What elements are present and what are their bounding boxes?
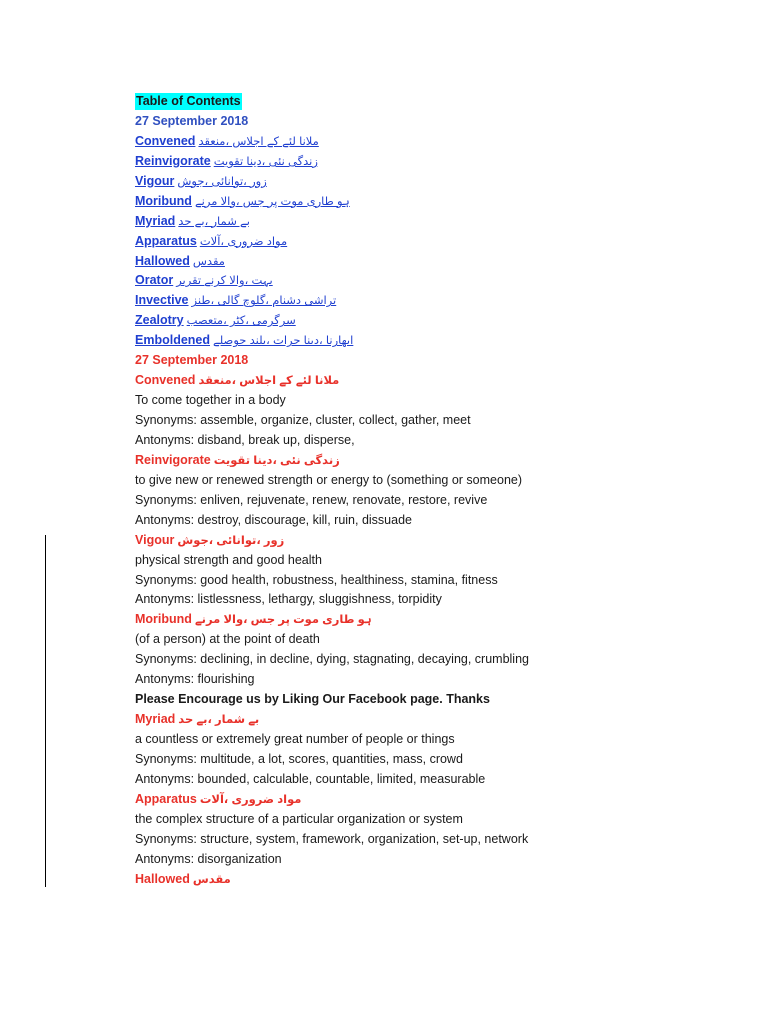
- toc-link-convened[interactable]: [135, 132, 735, 152]
- term-urdu: مقدس: [192, 873, 231, 886]
- synonyms: Synonyms: good health, robustness, healthiness, stamina, fitness: [135, 572, 498, 587]
- toc-link-hallowed[interactable]: [135, 252, 735, 272]
- term-heading-hallowed: [135, 870, 735, 890]
- margin-rule: [45, 535, 46, 887]
- antonyms: Antonyms: listlessness, lethargy, sluggishness, torpidity: [135, 592, 442, 607]
- synonyms: Synonyms: declining, in decline, dying, stagnating, decaying, crumbling: [135, 652, 529, 667]
- toc-link-vigour[interactable]: [135, 172, 735, 192]
- term-urdu: مواد ضروری ،آلات: [199, 793, 302, 806]
- term-en: Hallowed: [135, 871, 190, 886]
- toc-link-invective[interactable]: [135, 291, 735, 311]
- toc-link-urdu[interactable]: مواد ضروری ،آلات: [199, 235, 288, 248]
- toc-link-urdu[interactable]: ابھارنا ،دینا جرات ،بلند حوصلے: [213, 335, 354, 348]
- synonyms: Synonyms: enliven, rejuvenate, renew, renovate, restore, revive: [135, 492, 488, 507]
- term-heading-convened: [135, 371, 735, 391]
- toc-link-urdu[interactable]: بہت ،والا کرنے تقریر: [176, 275, 273, 288]
- toc-link-myriad[interactable]: [135, 212, 735, 232]
- section-date: 27 September 2018: [135, 353, 249, 368]
- term-en: Convened: [135, 373, 196, 388]
- definition: the complex structure of a particular organization or system: [135, 811, 463, 826]
- toc-link-urdu[interactable]: زور ،توانائی ،جوش: [177, 175, 267, 188]
- toc-date: 27 September 2018: [135, 113, 249, 128]
- definition: (of a person) at the point of death: [135, 632, 320, 647]
- definition: physical strength and good health: [135, 552, 322, 567]
- toc-link-urdu[interactable]: ہو طاری موت پر جس ،والا مرنے: [194, 195, 350, 208]
- synonyms: Synonyms: structure, system, framework, organization, set-up, network: [135, 831, 529, 846]
- antonyms: Antonyms: destroy, discourage, kill, ruin, dissuade: [135, 512, 412, 527]
- synonyms: Synonyms: multitude, a lot, scores, quantities, mass, crowd: [135, 751, 463, 766]
- term-urdu: بے شمار ،بے حد: [178, 714, 260, 727]
- antonyms: Antonyms: flourishing: [135, 672, 255, 687]
- toc-link-zealotry[interactable]: [135, 311, 735, 331]
- toc-link-en[interactable]: Convened: [135, 133, 196, 148]
- toc-link-en[interactable]: Reinvigorate: [135, 153, 211, 168]
- toc-link-en[interactable]: Orator: [135, 273, 174, 288]
- definition: to give new or renewed strength or energy to (something or someone): [135, 472, 523, 487]
- antonyms: Antonyms: disband, break up, disperse,: [135, 432, 355, 447]
- term-urdu: زندگی نئی ،دینا تقویت: [213, 454, 340, 467]
- term-heading-moribund: [135, 610, 735, 630]
- toc-link-urdu[interactable]: مقدس: [192, 255, 225, 268]
- toc-link-en[interactable]: Myriad: [135, 213, 176, 228]
- term-en: Moribund: [135, 612, 192, 627]
- toc-link-urdu[interactable]: سرگرمی ،کٹر ،متعصب: [186, 315, 296, 328]
- term-heading-apparatus: [135, 790, 735, 810]
- antonyms: Antonyms: bounded, calculable, countable, limited, measurable: [135, 771, 486, 786]
- toc-link-urdu[interactable]: زندگی نئی ،دینا تقویت: [213, 155, 318, 168]
- toc-link-moribund[interactable]: [135, 192, 735, 212]
- definition: a countless or extremely great number of people or things: [135, 732, 455, 746]
- toc-heading-line: [135, 92, 735, 112]
- toc-link-urdu[interactable]: ملانا لئے کے اجلاس ،منعقد: [198, 135, 319, 148]
- term-heading-myriad: [135, 710, 735, 730]
- term-en: Apparatus: [135, 791, 197, 806]
- toc-link-orator[interactable]: [135, 271, 735, 291]
- definition: To come together in a body: [135, 393, 286, 408]
- toc-title: Table of Contents: [136, 94, 241, 108]
- toc-link-urdu[interactable]: تراشی دشنام ،گلوچ گالی ،طنز: [191, 295, 337, 308]
- toc-link-en[interactable]: Hallowed: [135, 253, 190, 268]
- term-heading-reinvigorate: [135, 451, 735, 471]
- term-en: Myriad: [135, 712, 176, 727]
- toc-link-reinvigorate[interactable]: [135, 152, 735, 172]
- toc-link-en[interactable]: Apparatus: [135, 233, 197, 248]
- toc-link-en[interactable]: Zealotry: [135, 313, 184, 328]
- toc-link-en[interactable]: Invective: [135, 293, 189, 308]
- document-body: [135, 92, 735, 890]
- term-urdu: ہو طاری موت پر جس ،والا مرنے: [194, 614, 372, 627]
- term-en: Vigour: [135, 532, 175, 547]
- facebook-note: Please Encourage us by Liking Our Facebook page. Thanks: [135, 692, 490, 707]
- toc-link-en[interactable]: Emboldened: [135, 333, 211, 348]
- term-urdu: ملانا لئے کے اجلاس ،منعقد: [198, 375, 340, 388]
- synonyms: Synonyms: assemble, organize, cluster, collect, gather, meet: [135, 413, 471, 427]
- toc-link-emboldened[interactable]: [135, 331, 735, 351]
- toc-link-en[interactable]: Vigour: [135, 173, 175, 188]
- term-heading-vigour: [135, 531, 735, 551]
- term-en: Reinvigorate: [135, 452, 211, 467]
- term-urdu: زور ،توانائی ،جوش: [177, 534, 285, 547]
- toc-link-apparatus[interactable]: [135, 232, 735, 252]
- toc-link-urdu[interactable]: بے شمار ،بے حد: [178, 215, 250, 228]
- antonyms: Antonyms: disorganization: [135, 851, 282, 866]
- toc-link-en[interactable]: Moribund: [135, 193, 192, 208]
